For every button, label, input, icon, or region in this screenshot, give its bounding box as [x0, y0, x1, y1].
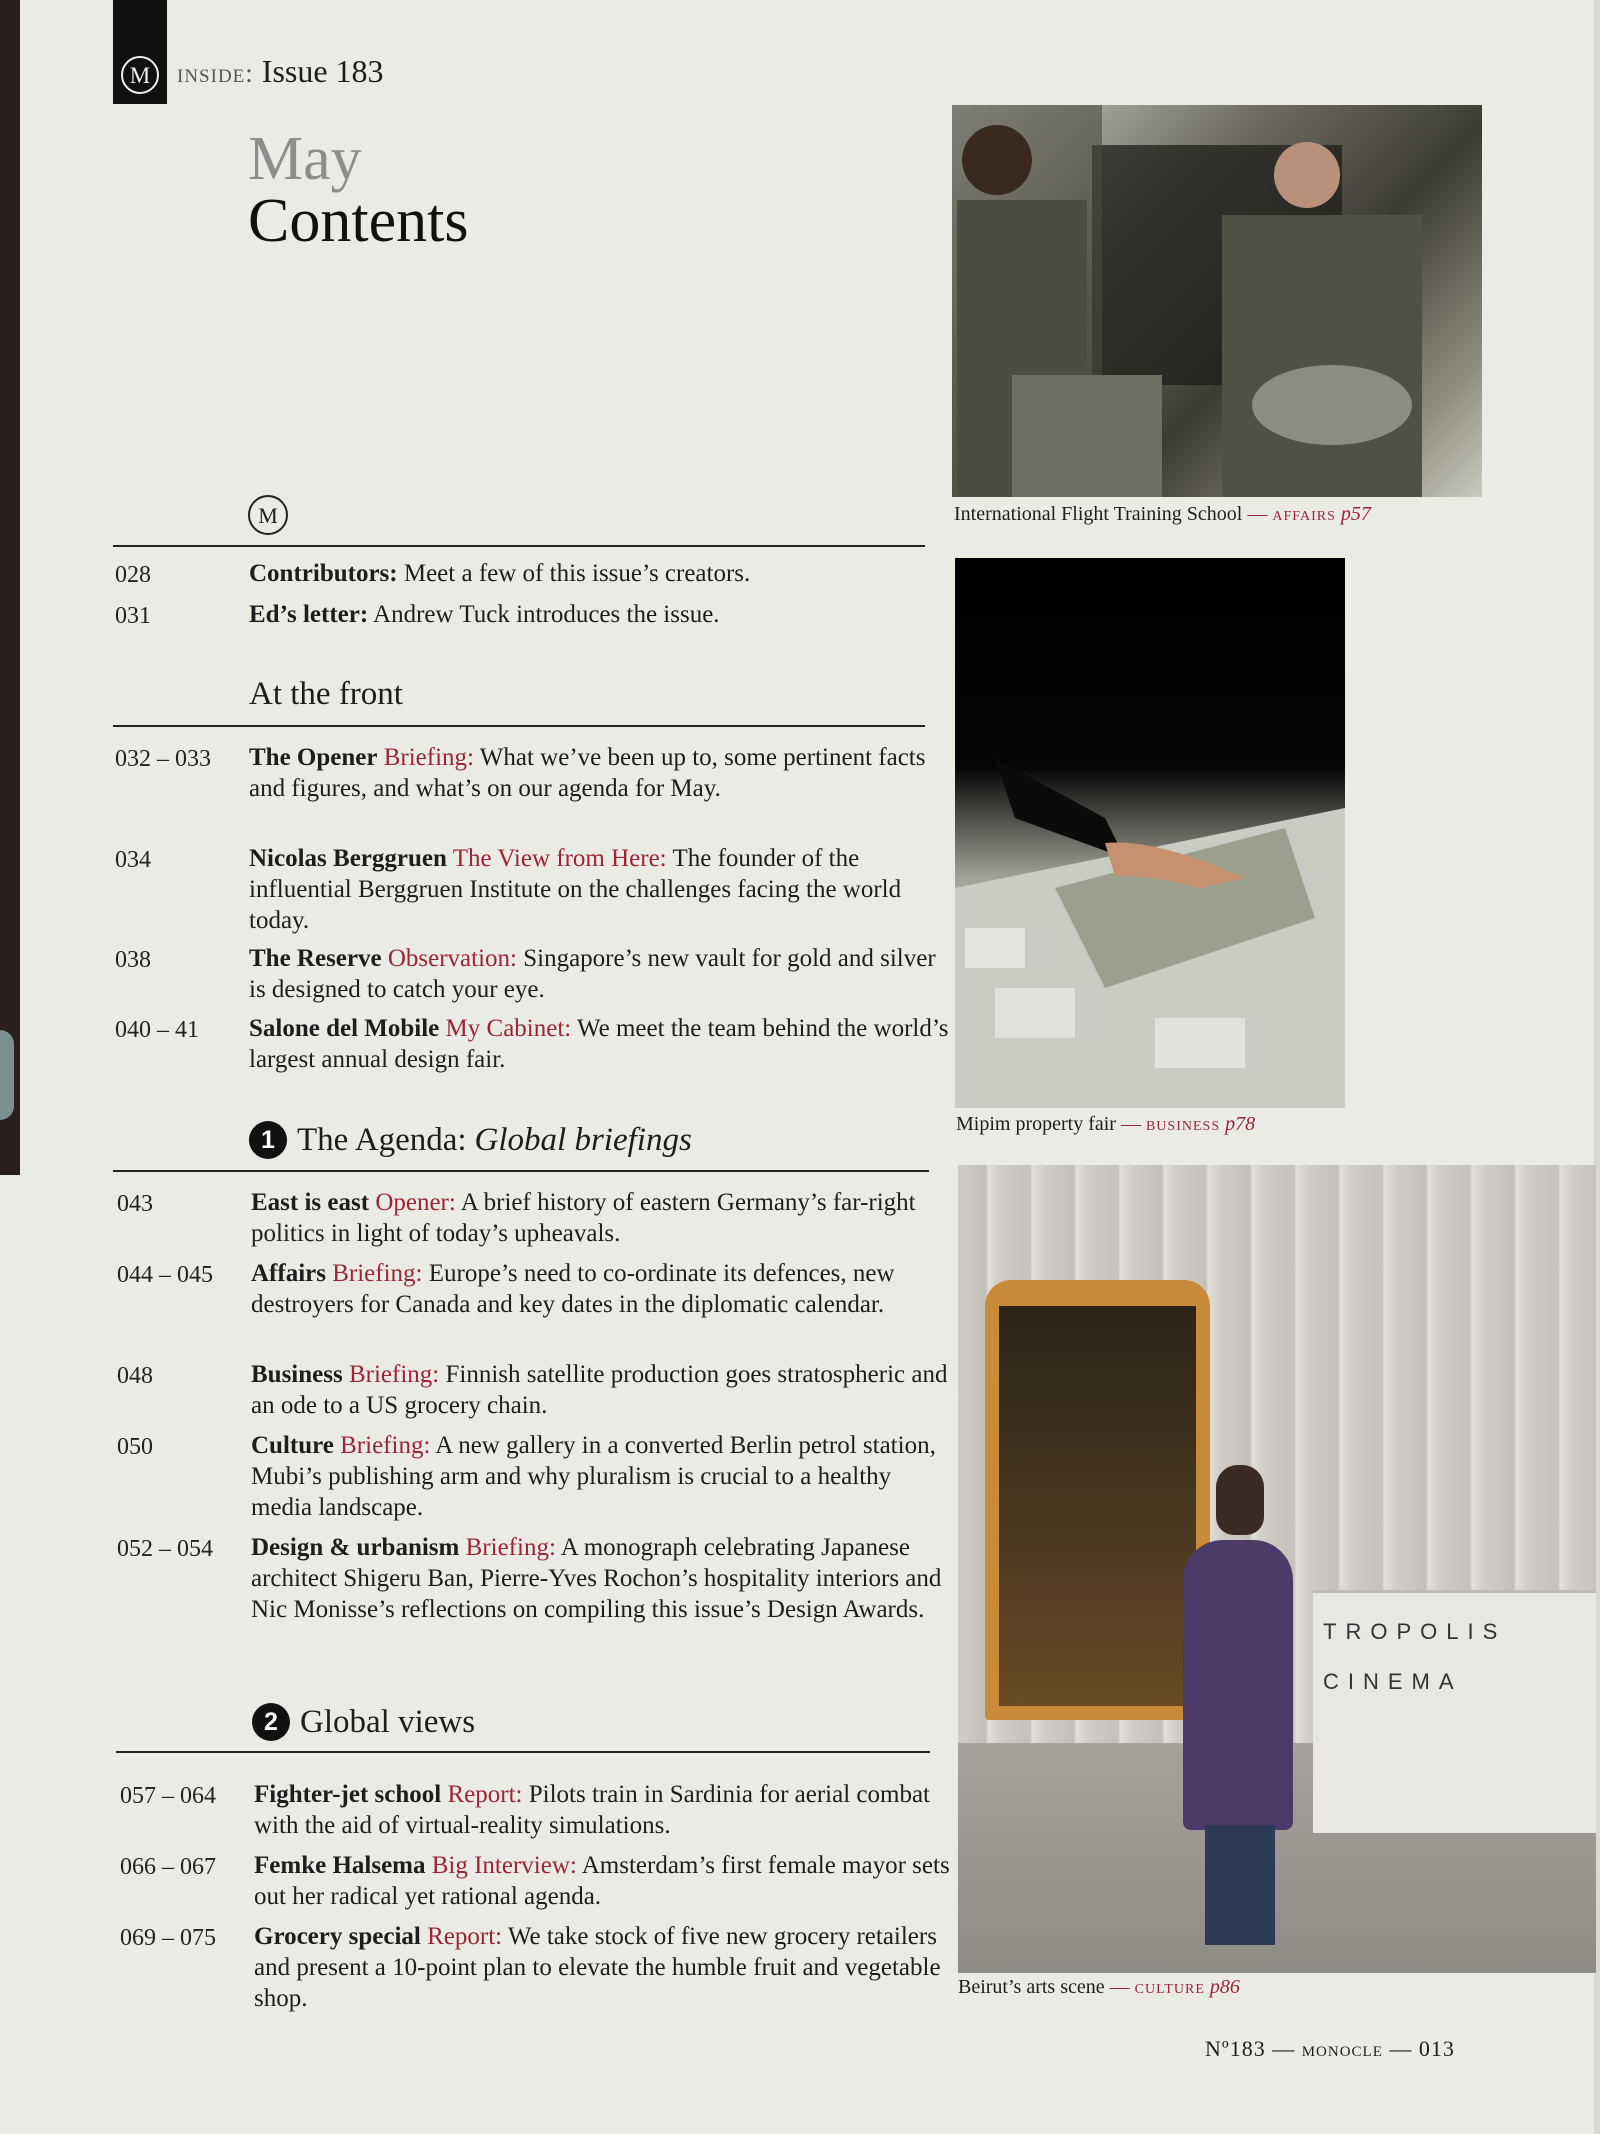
caption-page: p86: [1209, 1976, 1240, 1998]
entry-description: Finnish satellite production goes stratospheric and an ode to a US grocery chain.: [251, 1361, 948, 1419]
folio-publication: monocle: [1301, 2036, 1383, 2061]
section-title: The Agenda:: [297, 1121, 467, 1158]
section-heading: [249, 1121, 692, 1159]
entry-title: Culture: [251, 1432, 334, 1459]
sign-text: TROPOLIS: [1323, 1619, 1507, 1644]
entry-description: The founder of the influential Berggruen Institute on the challenges facing the world today.: [249, 845, 902, 934]
caption-section: affairs: [1272, 503, 1336, 525]
monocle-logo-icon: M: [121, 56, 159, 94]
entry-kind: Briefing:: [340, 1432, 431, 1459]
entry-kind: Report:: [447, 1781, 523, 1808]
photo-arched-window: [985, 1280, 1210, 1720]
entry-kind: Briefing:: [465, 1534, 556, 1561]
section-title: Global views: [300, 1703, 476, 1740]
page-header: [113, 0, 384, 104]
page-number: 043: [117, 1191, 153, 1217]
entry-kind: Big Interview:: [431, 1852, 577, 1879]
caption-text: Mipim property fair: [956, 1113, 1116, 1135]
entry-description: Singapore’s new vault for gold and silver is designed to catch your eye.: [249, 945, 936, 1003]
page-number: 031: [115, 603, 151, 629]
city-model-illustration: [955, 558, 1345, 1108]
page-number: 057 – 064: [120, 1783, 216, 1809]
page-number: 048: [117, 1363, 153, 1389]
entry-title: Contributors:: [249, 560, 398, 587]
toc-entry[interactable]: [120, 1921, 954, 2014]
page-number: 028: [115, 562, 151, 588]
section-heading: [252, 1703, 475, 1741]
issue-label: Issue 183: [261, 53, 384, 89]
entry-title: Nicolas Berggruen: [249, 845, 447, 872]
logo-tab: [113, 0, 167, 104]
page-number: 052 – 054: [117, 1536, 213, 1562]
entry-kind: Report:: [427, 1923, 503, 1950]
caption-page: p57: [1340, 503, 1371, 525]
page-number: 050: [117, 1434, 153, 1460]
photo-mipim-model: [955, 558, 1345, 1108]
toc-entry[interactable]: [117, 1359, 951, 1421]
toc-entry[interactable]: [115, 843, 949, 936]
caption-section: business: [1145, 1113, 1221, 1135]
divider: [113, 545, 925, 547]
entry-description: A brief history of eastern Germany’s far-right politics in light of today’s upheavals.: [251, 1189, 916, 1247]
entry-description: What we’ve been up to, some pertinent facts and figures, and what’s on our agenda for May.: [249, 744, 926, 802]
entry-kind: Briefing:: [383, 744, 474, 771]
toc-entry[interactable]: [115, 943, 949, 1005]
entry-title: The Reserve: [249, 945, 382, 972]
page-number: 038: [115, 947, 151, 973]
section-heading: [249, 676, 403, 713]
page-number: 066 – 067: [120, 1854, 216, 1880]
entry-description: Amsterdam’s first female mayor sets out her radical yet rational agenda.: [254, 1852, 950, 1910]
page-title: Contents: [248, 187, 469, 255]
entry-title: Salone del Mobile: [249, 1015, 440, 1042]
photo-flight-school: [952, 105, 1482, 497]
toc-entry[interactable]: [115, 1013, 949, 1075]
entry-title: Design & urbanism: [251, 1534, 460, 1561]
header-text: [177, 53, 384, 90]
entry-title: Ed’s letter:: [249, 601, 369, 628]
title-month: May: [248, 125, 362, 193]
section-number-badge: 2: [252, 1703, 290, 1741]
page-number: 044 – 045: [117, 1262, 213, 1288]
entry-title: East is east: [251, 1189, 370, 1216]
page-number: 069 – 075: [120, 1925, 216, 1951]
inside-label: inside:: [177, 58, 254, 88]
sign-text: CINEMA: [1323, 1669, 1463, 1694]
entry-description: We take stock of five new grocery retailers and present a 10-point plan to elevate the humble fruit and vegetable shop.: [254, 1923, 941, 2012]
toc-entry[interactable]: [115, 599, 949, 630]
entry-description: A new gallery in a converted Berlin petrol station, Mubi’s publishing arm and why pluralism is crucial to a healthy media landscape.: [251, 1432, 936, 1521]
section-title: At the front: [249, 676, 403, 712]
caption-text: International Flight Training School: [954, 503, 1243, 525]
toc-entry[interactable]: [117, 1187, 951, 1249]
entry-title: Fighter-jet school: [254, 1781, 442, 1808]
spine-edge-mark: [0, 1030, 14, 1120]
entry-title: Affairs: [251, 1260, 326, 1287]
toc-entry[interactable]: [115, 558, 949, 589]
entry-description: Meet a few of this issue’s creators.: [397, 560, 751, 587]
entry-description: Europe’s need to co-ordinate its defences, new destroyers for Canada and key dates in the diplomatic calendar.: [251, 1260, 895, 1318]
caption-text: Beirut’s arts scene: [958, 1976, 1105, 1998]
toc-entry[interactable]: [117, 1532, 951, 1625]
page-number: 040 – 41: [115, 1017, 199, 1043]
divider: [113, 1170, 929, 1172]
entry-kind: Opener:: [375, 1189, 456, 1216]
photo-caption: Beirut’s arts scene — culture p86: [958, 1976, 1240, 1998]
entry-title: Business: [251, 1361, 343, 1388]
photo-caption: Mipim property fair — business p78: [956, 1113, 1256, 1135]
divider: [116, 1751, 930, 1753]
monocle-small-logo-icon: M: [248, 495, 288, 535]
entry-kind: Briefing:: [348, 1361, 440, 1388]
folio-page: 013: [1418, 2036, 1455, 2061]
entry-kind: My Cabinet:: [445, 1015, 572, 1042]
page-number: 032 – 033: [115, 746, 211, 772]
section-number-badge: 1: [249, 1121, 287, 1159]
entry-title: The Opener: [249, 744, 378, 771]
toc-entry[interactable]: [117, 1258, 951, 1320]
entry-kind: Observation:: [387, 945, 517, 972]
photo-beirut-arts: [958, 1165, 1596, 1973]
pilots-illustration: [952, 105, 1482, 497]
folio-issue: Nº183: [1205, 2036, 1266, 2061]
divider: [113, 725, 925, 727]
toc-entry[interactable]: [115, 742, 949, 804]
page-folio: Nº183 — monocle — 013: [1205, 2036, 1455, 2061]
entry-description: Pilots train in Sardinia for aerial combat with the aid of virtual-reality simulations.: [254, 1781, 931, 1839]
entry-description: A monograph celebrating Japanese architect Shigeru Ban, Pierre-Yves Rochon’s hospitality interiors and Nic Monisse’s reflections on compiling this issue’s Design Awards.: [251, 1534, 942, 1623]
entry-title: Grocery special: [254, 1923, 421, 1950]
entry-description: We meet the team behind the world’s largest annual design fair.: [249, 1015, 949, 1073]
caption-page: p78: [1225, 1113, 1256, 1135]
toc-entry[interactable]: [120, 1850, 954, 1912]
photo-caption: International Flight Training School — affairs p57: [954, 503, 1371, 525]
entry-description: Andrew Tuck introduces the issue.: [368, 601, 720, 628]
entry-kind: The View from Here:: [452, 845, 667, 872]
page-spine: [0, 0, 20, 1175]
caption-section: culture: [1134, 1976, 1205, 1998]
section-subtitle: Global briefings: [474, 1121, 692, 1158]
entry-kind: Briefing:: [332, 1260, 423, 1287]
cinema-sign: [1313, 1590, 1596, 1833]
toc-entry[interactable]: [117, 1430, 951, 1523]
page-number: 034: [115, 847, 151, 873]
toc-entry[interactable]: [120, 1779, 954, 1841]
entry-title: Femke Halsema: [254, 1852, 426, 1879]
photo-person: [1183, 1465, 1293, 1945]
